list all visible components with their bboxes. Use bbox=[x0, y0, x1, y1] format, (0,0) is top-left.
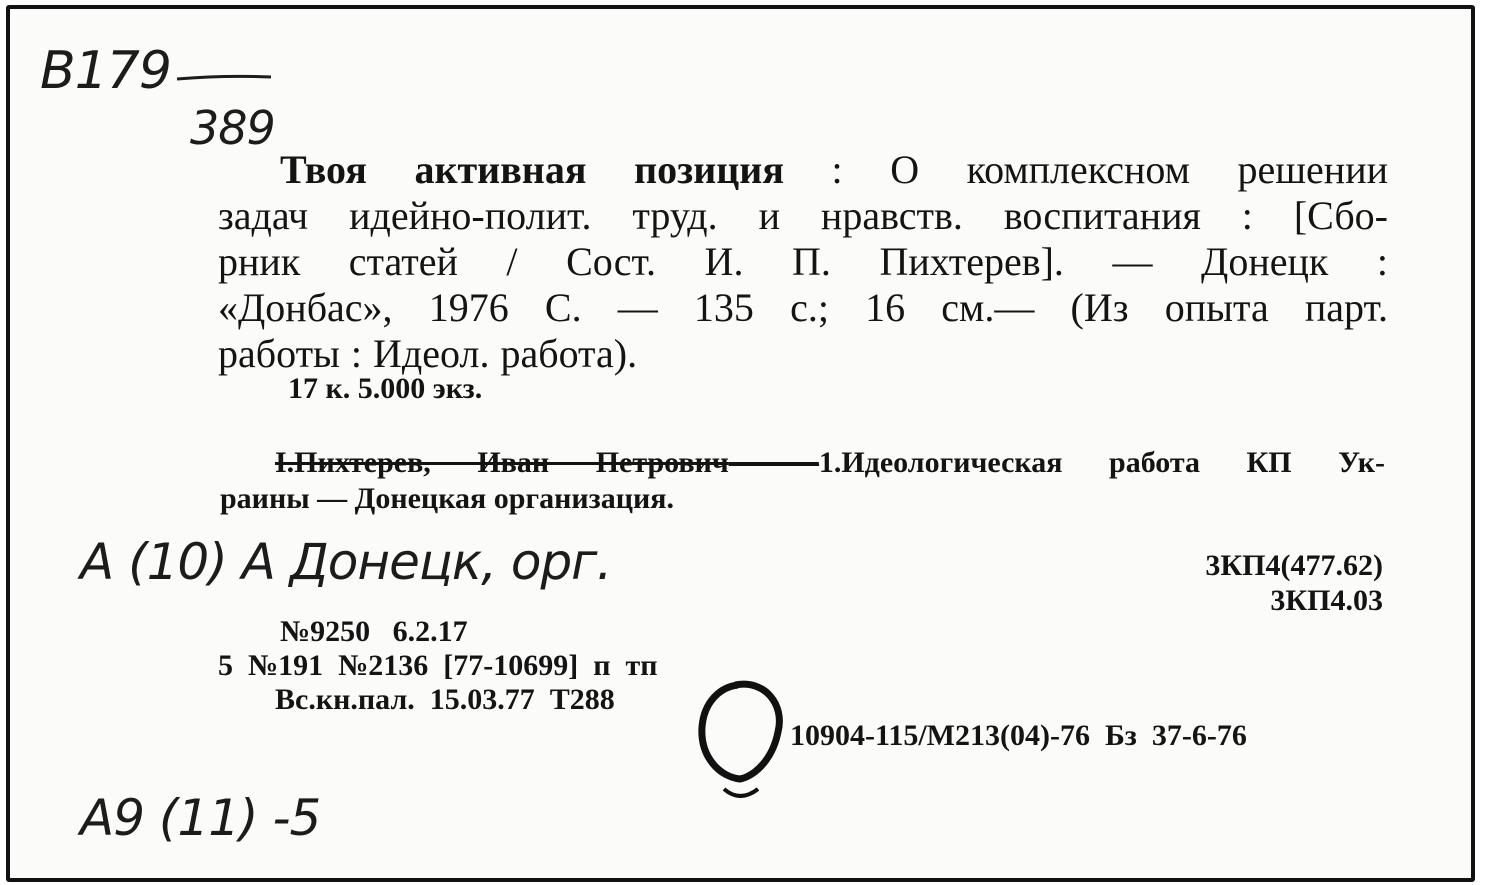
shelf-mark-fraction-line bbox=[175, 73, 275, 83]
title-line-5: работы : Идеол. работа). bbox=[218, 331, 638, 376]
tracing-line-2: раины — Донецкая организация. bbox=[220, 482, 674, 515]
tracing-struck-author: I.Пихтерев, Иван Петрович bbox=[275, 446, 729, 479]
classification-code-1: 3КП4(477.62) bbox=[1205, 549, 1383, 582]
tracing-subject: 1.Идеологическая работа КП Ук- bbox=[818, 446, 1386, 479]
title-line-1 bbox=[218, 147, 1388, 193]
title-line-2: задач идейно-полит. труд. и нравств. воспитания : [Сбо- bbox=[218, 193, 1388, 238]
title-line-1-rest: : О комплексном решении bbox=[783, 147, 1388, 192]
price-line: 17 к. 5.000 экз. bbox=[288, 372, 483, 405]
shelf-mark-top: B179 bbox=[40, 41, 171, 101]
footer-line-2: 5 №191 №2136 [77-10699] п тп bbox=[218, 649, 658, 682]
shelf-mark-bottom: 389 bbox=[190, 101, 275, 155]
record-body bbox=[218, 147, 1388, 377]
tracing-dash: ——— bbox=[728, 446, 819, 479]
footer-line-3: Вс.кн.пал. 15.03.77 Т288 bbox=[275, 683, 615, 716]
footer-line-1: №9250 6.2.17 bbox=[280, 615, 468, 648]
title-bold: Твоя активная позиция bbox=[280, 147, 784, 192]
classification-code-2: 3КП4.03 bbox=[1270, 584, 1383, 617]
circle-stamp-mark bbox=[690, 677, 790, 807]
tracing-line-1 bbox=[275, 446, 1385, 480]
handwritten-subject-note: А (10) А Донецк, орг. bbox=[80, 533, 612, 591]
title-line-4: «Донбас», 1976 С. — 135 с.; 16 см.— (Из опыта парт. bbox=[218, 285, 1388, 330]
title-line-3: рник статей / Сост. И. П. Пихтерев]. — Донецк : bbox=[218, 239, 1388, 284]
catalog-card bbox=[6, 5, 1475, 882]
handwritten-location-note: А9 (11) -5 bbox=[80, 789, 321, 847]
catalog-number: 10904-115/М213(04)-76 Бз 37-6-76 bbox=[790, 719, 1247, 752]
